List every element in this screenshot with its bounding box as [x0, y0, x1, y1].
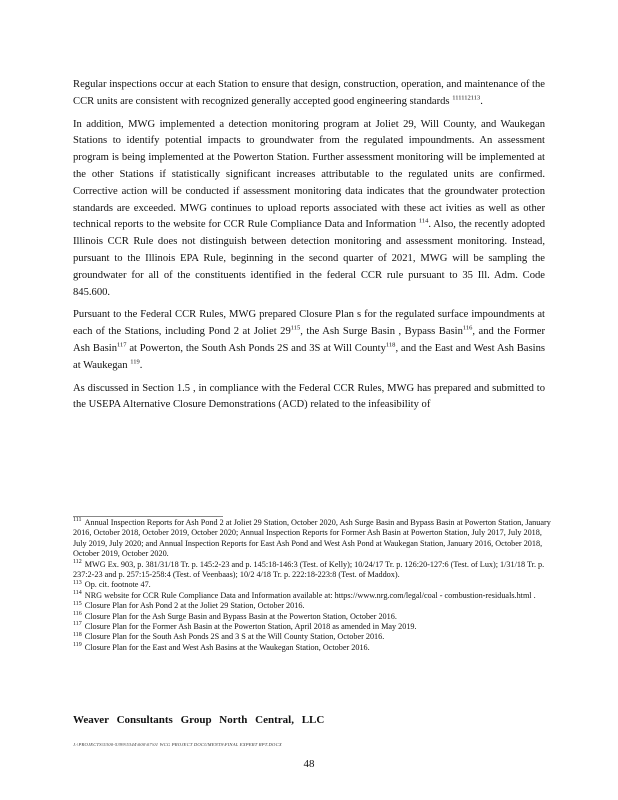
paragraph-inspections: Regular inspections occur at each Station to ensure that design, construction, operation, and maintenance of the CCR units are consistent with recognized generally accepted good engineering standards $^{111112113}$. [73, 79, 545, 107]
footnote-113: $^{113}$ Op. cit. footnote 47. [73, 579, 151, 590]
footnote-116: $^{116}$ Closure Plan for the Ash Surge Basin and Bypass Basin at the Powerton Station, October 2016. [73, 610, 397, 621]
paragraph-acd: As discussed in Section 1.5 , in compliance with the Federal CCR Rules, MWG has prepared and submitted to the USEPA Alternative Closure Demonstrations (ACD) related to the infeasibility of [73, 382, 545, 411]
footnote-ref[interactable]: 111112113 [452, 94, 481, 102]
footnote-117: $^{117}$ Closure Plan for the Former Ash Basin at the Powerton Station, April 2018 as amended in May 2019. [73, 621, 417, 632]
company-name: Weaver Consultants Group North Central, LLC [73, 714, 325, 726]
body-text [73, 77, 545, 420]
footnote-112: $^{112}$ MWG Ex. 903, p. 381/31/18 Tr. p. 145:2-23 and p. 145:18-146:3 (Test. of Kelly); 10/24/17 Tr. p. 126:20-127:6 (Test. of Lux); 1/31/18 Tr. p. 237:2-23 and p. 257:15-258:4 (Test. of Veenbaas); 10/2 4/18 Tr. p. 222:18-223:8 (Test. of Maddox). [73, 558, 545, 580]
footnote-ref[interactable]: 115 [290, 324, 301, 332]
footnote-119: $^{119}$ Closure Plan for the East and West Ash Basins at the Waukegan Station, October 2016. [73, 642, 370, 652]
footnote-ref[interactable]: 118 [385, 341, 396, 349]
footnote-114: $^{114}$ NRG website for CCR Rule Compliance Data and Information available at: https://www.nrg.com/legal/coal - combustion-residuals.html . [73, 590, 536, 600]
footnotes [73, 518, 551, 653]
footnote-separator [73, 516, 223, 517]
footnote-ref[interactable]: 116 [462, 324, 473, 332]
paragraph-monitoring: In addition, MWG implemented a detection monitoring program at Joliet 29, Will County, and Waukegan Stations to identify potential impacts to groundwater from the regulated impoundments. An assessment program is being implemented at the Powerton Station. Further assessment monitoring will be implemented at the other Stations if statistically significant increases attributable to the regulated units are confirmed. Corrective action will be conducted if assessment monitoring data indicates that the groundwater protection standards are exceeded. MWG continues to upload reports associated with these act ivities as well as other technical reports to the website for CCR Rule Compliance Data and Information $^{114}$. Also, the recently adopted Illinois CCR Rule does not distinguish between detection monitoring and assessment monitoring. Instead, pursuant to the Illinois EPA Rule, beginning in the second quarter of 2021, MWG will be sampling the groundwater for all of the constituents identified in the federal CCR rule pursuant to 35 Ill. Adm. Code 845.600. [73, 118, 546, 298]
file-path: J:\PROJECTS\5300-5399\5344\000\07\01 WCG PROJECT DOCUMENTS\FINAL EXPERT RPT.DOCX [73, 742, 282, 747]
paragraph-closure-plans: Pursuant to the Federal CCR Rules, MWG prepared Closure Plan s for the regulated surface impoundments at each of the Stations, including Pond 2 at Joliet $29^{115}$, the Ash Surge Basin , Bypass Basin$^{116}$, and the Former Ash Basin$^{117}$ at Powerton, the South Ash Ponds 2S and 3S at Will County$^{118}$, and the East and West Ash Basins at Waukegan $^{119}$. [73, 309, 545, 371]
footnote-ref[interactable]: 117 [117, 341, 127, 349]
page-number: 48 [303, 758, 315, 770]
footnote-ref[interactable]: 114 [418, 217, 429, 225]
footnote-ref[interactable]: 119 [130, 358, 140, 366]
footnote-115: $^{115}$ Closure Plan for Ash Pond 2 at the Joliet 29 Station, October 2016. [73, 600, 305, 611]
footnote-111: $^{111}$ Annual Inspection Reports for Ash Pond 2 at Joliet 29 Station, October 2020, Ash Surge Basin and Bypass Basin at Powerton Station, January 2016, October 2018, October 2019, October 2020; Annual Inspection Reports for Former Ash Basin at Powerton Station, July 2017, July 2018, July 2019, July 2020; and Annual Inspection Reports for East Ash Pond and West Ash Pond at Waukegan Station, January 2016, October 2018, October 2019, October 2020. [73, 517, 551, 559]
footnote-118: $^{118}$ Closure Plan for the South Ash Ponds 2S and 3 S at the Will County Station, October 2016. [73, 631, 385, 642]
